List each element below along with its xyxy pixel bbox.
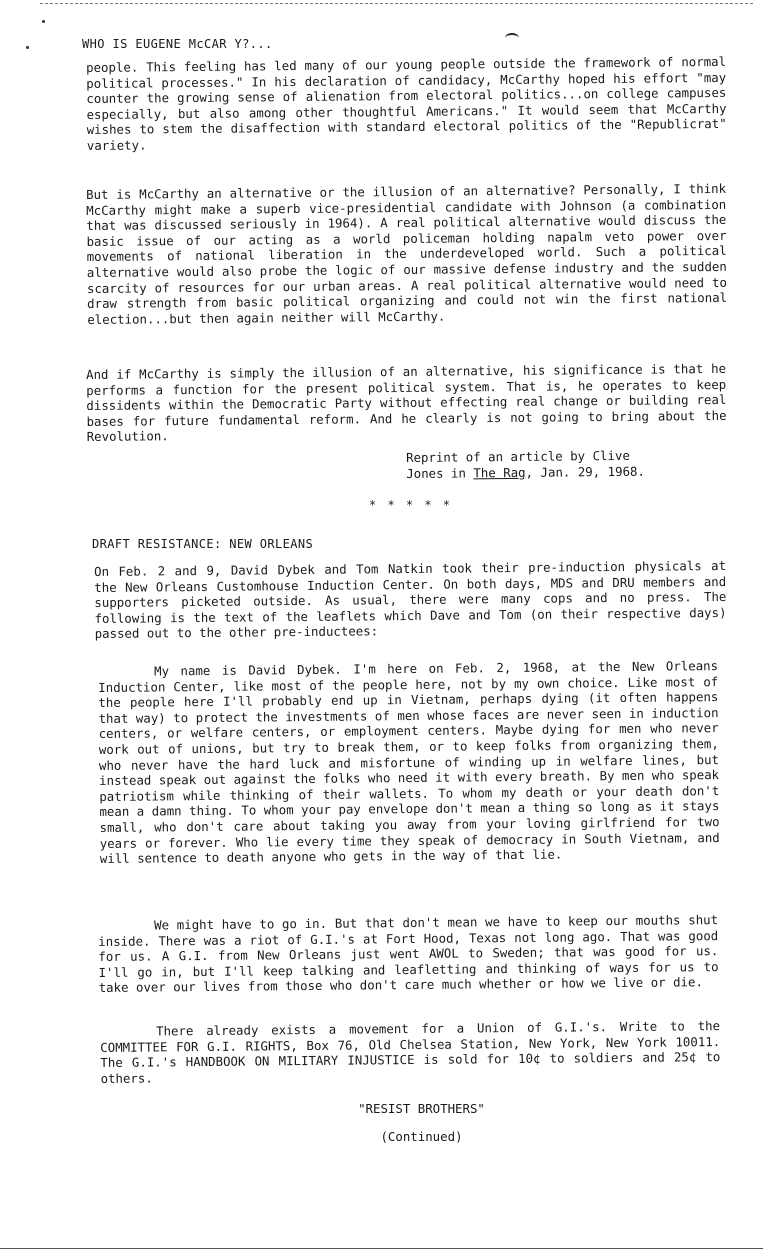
leaflet-paragraph-3: There already exists a movement for a Union of G.I.'s. Write to the COMMITTEE FOR G.I. RIGHTS, Box 76, Old Chelsea Station, New York, New York 10011. The G.I.'s HANDBOOK ON MILITARY INJUSTICE is sold for 10¢ to soldiers and 25¢ to others. [100,1018,721,1086]
article2-intro: On Feb. 2 and 9, David Dybek and Tom Natkin took their pre-induction physicals at the New Orleans Customhouse Induction Center. On both days, MDS and DRU members and supporters picketed outside. As usual, there were many cops and no press. The following is the text of the leaflets which Dave and Tom (on their respective days) passed out to the other pre-inductees: [94,557,727,642]
article1-paragraph-1: people. This feeling has led many of our young people outside the framework of normal political processes." In his declaration of candidacy, McCarthy hoped his effort "may counter the growing sense of alienation from electoral politics...on college campuses especially, but also among other thoughtful Americans." It would seem that McCarthy wishes to stem the disaffection with standard electoral politics of the "Republicrat" variety. [86,53,727,153]
closing-slogan: "RESIST BROTHERS" [358,1101,485,1116]
credit-line-2 [406,462,736,481]
article1-paragraph-3: And if McCarthy is simply the illusion of an alternative, his significance is that he performs a function for the present political system. That is, he operates to keep dissidents within the Democratic Party without effecting real change or building real bases for future fundamental reform. And he clearly is not going to bring about the Revolution. [86,360,727,445]
section-separator: * * * * * [369,498,453,512]
scan-speck [42,20,45,23]
credit-text-b: , Jan. 29, 1968. [525,463,646,480]
ink-smudge [505,33,519,43]
leaflet-paragraph-1: My name is David Dybek. I'm here on Feb. 2, 1968, at the New Orleans Induction Center, like most of the people here, not by my own choice. Like most of the people here I'll probably end up in Vietnam, perhaps dying (it often happens that way) to protect the investments of men whose faces are never seen in induction centers, or welfare centers, or employment centers. Maybe dying for men who never work out of unions, but try to break them, or to keep folks from organizing them, who never have the hard luck and misfortune of winding up in welfare lines, but instead speak out against the folks who need it with every breath. By men who speak patriotism while thinking of their wallets. To whom my death or your death don't mean a damn thing. To whom your pay envelope don't mean a thing so long as it stays small, who don't care about taking you away from your loving girlfriend for two years or forever. Who lie every time they speak of democracy in South Vietnam, and will sentence to death anyone who gets in the way of that lie. [98,658,720,867]
leaflet-paragraph-2: We might have to go in. But that don't mean we have to keep our mouths shut inside. There was a riot of G.I.'s at Fort Hood, Texas not long ago. That was good for us. A G.I. from New Orleans just went AWOL to Sweden; that was good for us. I'll go in, but I'll keep talking and leafletting and thinking of ways for us to take over our lives from those who don't care much whether or how we live or die. [98,912,719,996]
credit-source: The Rag [473,464,526,480]
credit-text-a: Jones in [406,464,474,481]
bottom-rule [0,1248,763,1249]
article2-heading: DRAFT RESISTANCE: NEW ORLEANS [92,537,314,551]
article1-heading: WHO IS EUGENE McCAR Y?... [82,37,273,51]
top-perforation-rule [40,3,753,4]
article1-paragraph-2: But is McCarthy an alternative or the illusion of an alternative? Personally, I think McCarthy might make a superb vice-presidential candidate with Johnson (a combination that was discussed seriously in 1964). A real political alternative would discuss the basic issue of our acting as a world policeman holding napalm veto power over movements of national liberation in the underdeveloped world. Such a political alternative would also probe the logic of our massive defense industry and the sudden scarcity of resources for our urban areas. A real political alternative would need to draw strength from basic political organizing and could not win the first national election...but then again neither will McCarthy. [86,180,728,327]
scan-speck [26,46,29,49]
article1-credit [406,447,736,481]
credit-line-1: Reprint of an article by Clive [406,447,630,465]
continued-note: (Continued) [380,1129,463,1144]
